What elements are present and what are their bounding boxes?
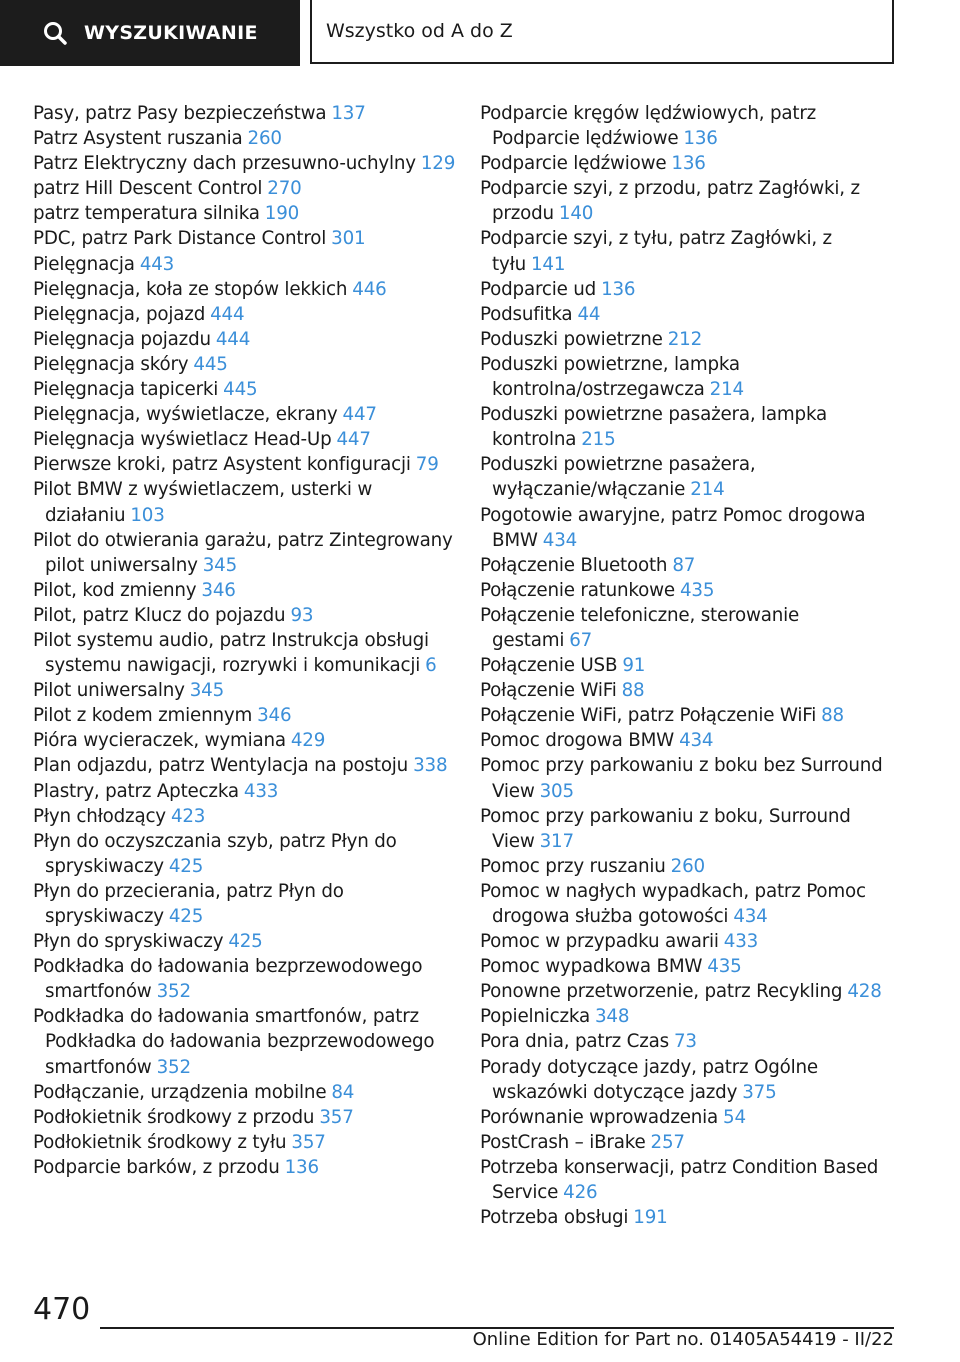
index-entry-text: Pilot, kod zmienny bbox=[33, 579, 197, 601]
page-link[interactable]: 212 bbox=[667, 328, 703, 350]
index-entry-text: patrz temperatura silnika bbox=[33, 203, 260, 225]
index-entry bbox=[33, 954, 458, 1004]
page-link[interactable]: 435 bbox=[679, 579, 715, 601]
index-entry bbox=[33, 277, 458, 302]
index-entry-text: Podłokietnik środkowy z tyłu bbox=[33, 1131, 287, 1153]
index-entry-text: Podparcie ud bbox=[480, 278, 597, 300]
page-link[interactable]: 260 bbox=[670, 855, 705, 877]
page-link[interactable]: 317 bbox=[539, 830, 574, 852]
index-entry bbox=[480, 302, 900, 327]
page-link[interactable]: 73 bbox=[673, 1031, 697, 1053]
page-link[interactable]: 444 bbox=[215, 328, 251, 350]
index-entry-text: Ponowne przetworzenie, patrz Recykling bbox=[480, 981, 843, 1003]
index-entry bbox=[480, 1205, 900, 1230]
page-link[interactable]: 345 bbox=[189, 680, 225, 702]
index-entry-text: Pióra wycieraczek, wymiana bbox=[33, 730, 286, 752]
index-entry-text: Płyn chłodzący bbox=[33, 805, 166, 827]
index-entry bbox=[33, 929, 458, 954]
index-entry-text: Pasy, patrz Pasy bezpieczeństwa bbox=[33, 103, 327, 124]
index-entry bbox=[480, 1004, 900, 1029]
page-link[interactable]: 434 bbox=[733, 906, 768, 927]
index-column-left bbox=[33, 101, 458, 1180]
index-entry bbox=[33, 402, 458, 427]
footer-edition: Online Edition for Part no. 01405A54419 - II/22 bbox=[472, 1329, 894, 1350]
index-entry-text: Pielęgnacja pojazdu bbox=[33, 328, 211, 350]
page-link[interactable]: 191 bbox=[633, 1207, 668, 1229]
index-entry bbox=[480, 804, 900, 854]
index-entry bbox=[33, 1105, 458, 1130]
index-entry bbox=[33, 477, 458, 527]
index-entry bbox=[480, 954, 900, 979]
index-entry-text: Pilot do otwierania garażu, patrz Zintegrowany pilot uniwersalny bbox=[33, 529, 453, 576]
page-link[interactable]: 446 bbox=[352, 278, 387, 300]
page-link[interactable]: 87 bbox=[672, 554, 696, 576]
index-entry-text: Podłączanie, urządzenia mobilne bbox=[33, 1081, 327, 1103]
page-link[interactable]: 91 bbox=[622, 655, 646, 677]
page-link[interactable]: 270 bbox=[267, 178, 302, 200]
page-link[interactable]: 433 bbox=[243, 780, 279, 802]
page-link[interactable]: 88 bbox=[621, 680, 645, 702]
index-entry-text: Połączenie WiFi bbox=[480, 680, 617, 702]
page-link[interactable]: 141 bbox=[530, 253, 566, 275]
index-entry-text: Plan odjazdu, patrz Wentylacja na postoju bbox=[33, 755, 409, 777]
index-entry bbox=[33, 252, 458, 277]
index-entry-text: Płyn do spryskiwaczy bbox=[33, 931, 224, 953]
index-entry bbox=[480, 277, 900, 302]
index-entry bbox=[33, 377, 458, 402]
index-entry bbox=[33, 628, 458, 678]
index-entry bbox=[33, 226, 458, 251]
page-link[interactable]: 260 bbox=[247, 128, 282, 150]
index-entry bbox=[480, 402, 900, 452]
page-link[interactable]: 352 bbox=[156, 1056, 191, 1078]
index-entry bbox=[480, 929, 900, 954]
index-entry-text: Połączenie WiFi, patrz Połączenie WiFi bbox=[480, 705, 817, 727]
index-entry bbox=[33, 829, 458, 879]
index-entry bbox=[33, 302, 458, 327]
index-entry-text: Pomoc przy ruszaniu bbox=[480, 855, 666, 877]
index-entry bbox=[480, 753, 900, 803]
page-link[interactable]: 136 bbox=[601, 278, 636, 300]
index-entry bbox=[33, 151, 458, 176]
index-entry bbox=[33, 879, 458, 929]
index-entry bbox=[480, 703, 900, 728]
index-entry-text: PDC, patrz Park Distance Control bbox=[33, 228, 327, 250]
index-entry bbox=[480, 176, 900, 226]
index-entry bbox=[480, 1155, 900, 1205]
index-entry bbox=[33, 779, 458, 804]
index-entry-text: Pielęgnacja, pojazd bbox=[33, 303, 206, 325]
index-entry bbox=[33, 603, 458, 628]
index-entry-text: Pomoc drogowa BMW bbox=[480, 730, 675, 752]
index-entry bbox=[33, 352, 458, 377]
page-link[interactable]: 433 bbox=[723, 931, 759, 953]
index-entry bbox=[480, 979, 900, 1004]
page-link[interactable]: 352 bbox=[156, 981, 191, 1003]
search-tab-label: WYSZUKIWANIE bbox=[84, 22, 258, 44]
index-entry-text: Podkładka do ładowania bezprzewodowego smartfonów bbox=[33, 956, 423, 1003]
page-link[interactable]: 348 bbox=[594, 1006, 630, 1028]
index-entry-text: Porównanie wprowadzenia bbox=[480, 1106, 719, 1128]
index-entry bbox=[33, 804, 458, 829]
index-entry-text: Pielęgnacja bbox=[33, 253, 135, 275]
index-entry bbox=[480, 578, 900, 603]
index-entry-text: Pilot systemu audio, patrz Instrukcja obsługi systemu nawigacji, rozrywki i komunikacji bbox=[33, 629, 429, 677]
page-link[interactable]: 346 bbox=[257, 705, 292, 727]
index-entry-text: Pilot BMW z wyświetlaczem, usterki w działaniu bbox=[33, 479, 373, 526]
index-entry bbox=[33, 1004, 458, 1079]
index-entry-text: Połączenie USB bbox=[480, 655, 618, 677]
index-entry-text: Porady dotyczące jazdy, patrz Ogólne wskazówki dotyczące jazdy bbox=[480, 1056, 818, 1103]
page-link[interactable]: 79 bbox=[415, 454, 439, 476]
page-link[interactable]: 6 bbox=[425, 655, 437, 677]
page-link[interactable]: 215 bbox=[581, 429, 616, 451]
index-entry-text: Płyn do oczyszczania szyb, patrz Płyn do spryskiwaczy bbox=[33, 830, 397, 877]
page-link[interactable]: 129 bbox=[420, 153, 456, 175]
index-entry-text: Połączenie Bluetooth bbox=[480, 554, 668, 576]
index-entry bbox=[33, 176, 458, 201]
page-link[interactable]: 136 bbox=[671, 153, 706, 175]
index-entry bbox=[33, 1155, 458, 1180]
top-navigation bbox=[0, 0, 960, 66]
search-icon bbox=[42, 20, 68, 46]
page-link[interactable]: 84 bbox=[331, 1081, 355, 1103]
index-entry bbox=[33, 1130, 458, 1155]
page-link[interactable]: 423 bbox=[170, 805, 206, 827]
index-entry bbox=[480, 226, 900, 276]
page-link[interactable]: 429 bbox=[290, 730, 326, 752]
index-entry bbox=[480, 101, 900, 151]
index-entry-text: Pomoc przy parkowaniu z boku, Surround View bbox=[480, 805, 851, 852]
index-entry-text: Patrz Elektryczny dach przesuwno-uchylny bbox=[33, 153, 416, 175]
index-entry bbox=[480, 503, 900, 553]
index-entry bbox=[33, 126, 458, 151]
index-entry bbox=[33, 753, 458, 778]
index-entry bbox=[33, 201, 458, 226]
page-link[interactable]: 447 bbox=[336, 429, 371, 451]
page-link[interactable]: 136 bbox=[284, 1156, 319, 1178]
search-tab[interactable] bbox=[0, 0, 300, 66]
index-entry bbox=[33, 703, 458, 728]
index-entry-text: Poduszki powietrzne pasażera, wyłączanie/włączanie bbox=[480, 454, 756, 501]
index-entry-text: Pielęgnacja skóry bbox=[33, 353, 189, 375]
index-entry-text: Poduszki powietrzne pasażera, lampka kontrolna bbox=[480, 404, 828, 451]
index-entry-text: Podparcie szyi, z przodu, patrz Zagłówki, z przodu bbox=[480, 178, 860, 225]
index-entry bbox=[33, 728, 458, 753]
index-entry bbox=[480, 452, 900, 502]
index-entry-text: Podparcie szyi, z tyłu, patrz Zagłówki, z tyłu bbox=[480, 228, 832, 275]
page-link[interactable]: 88 bbox=[821, 705, 844, 727]
breadcrumb[interactable]: Wszystko od A do Z bbox=[310, 0, 894, 64]
index-entry bbox=[33, 427, 458, 452]
index-entry bbox=[480, 1105, 900, 1130]
index-entry bbox=[33, 528, 458, 578]
index-entry bbox=[33, 578, 458, 603]
index-entry bbox=[480, 653, 900, 678]
page-link[interactable]: 67 bbox=[569, 629, 593, 651]
page-link[interactable]: 103 bbox=[130, 504, 165, 526]
index-entry-text: PostCrash – iBrake bbox=[480, 1131, 646, 1153]
index-entry-text: Pielęgnacja wyświetlacz Head-Up bbox=[33, 429, 332, 451]
page-link[interactable]: 305 bbox=[539, 780, 574, 802]
index-entry bbox=[480, 879, 900, 929]
page-link[interactable]: 425 bbox=[168, 906, 204, 927]
page-link[interactable]: 214 bbox=[690, 479, 725, 501]
page-link[interactable]: 44 bbox=[577, 303, 601, 325]
index-entry-text: Popielniczka bbox=[480, 1006, 590, 1028]
index-entry bbox=[480, 151, 900, 176]
index-entry bbox=[33, 452, 458, 477]
page-link[interactable]: 434 bbox=[542, 529, 578, 551]
index-entry-text: Pomoc przy parkowaniu z boku bez Surround View bbox=[480, 755, 883, 802]
index-entry bbox=[480, 553, 900, 578]
page-number: 470 bbox=[33, 1292, 91, 1327]
index-entry bbox=[480, 854, 900, 879]
page-link[interactable]: 357 bbox=[319, 1106, 354, 1128]
page-link[interactable]: 136 bbox=[683, 128, 718, 150]
index-entry bbox=[480, 1130, 900, 1155]
index-entry-text: Pielęgnacja, koła ze stopów lekkich bbox=[33, 278, 348, 300]
index-column-right bbox=[480, 101, 900, 1230]
index-entry-text: Podparcie barków, z przodu bbox=[33, 1156, 280, 1178]
index-entry-text: Pilot uniwersalny bbox=[33, 680, 185, 702]
page-link[interactable]: 425 bbox=[168, 855, 204, 877]
index-entry-text: patrz Hill Descent Control bbox=[33, 178, 263, 200]
page-link[interactable]: 375 bbox=[742, 1081, 777, 1103]
index-entry bbox=[33, 1080, 458, 1105]
index-entry-text: Pomoc w przypadku awarii bbox=[480, 931, 719, 953]
page-link[interactable]: 257 bbox=[650, 1131, 685, 1153]
index-entry-text: Poduszki powietrzne bbox=[480, 328, 663, 350]
index-entry-text: Potrzeba obsługi bbox=[480, 1207, 629, 1229]
page-link[interactable]: 357 bbox=[291, 1131, 326, 1153]
page-link[interactable]: 445 bbox=[193, 353, 228, 375]
page-link[interactable]: 346 bbox=[201, 579, 236, 601]
page-link[interactable]: 447 bbox=[342, 404, 377, 426]
page-link[interactable]: 425 bbox=[228, 931, 263, 953]
page-link[interactable]: 137 bbox=[331, 103, 366, 124]
page-link[interactable]: 338 bbox=[413, 755, 448, 777]
index-entry bbox=[480, 352, 900, 402]
index-entry-text: Pilot z kodem zmiennym bbox=[33, 705, 253, 727]
page-link[interactable]: 345 bbox=[202, 554, 238, 576]
index-entry bbox=[33, 101, 458, 126]
index-entry bbox=[480, 728, 900, 753]
index-entry-text: Podparcie kręgów lędźwiowych, patrz Podparcie lędźwiowe bbox=[480, 103, 817, 150]
page-link[interactable]: 445 bbox=[223, 379, 258, 401]
index-entry bbox=[480, 678, 900, 703]
index-entry-text: Pora dnia, patrz Czas bbox=[480, 1031, 669, 1053]
index-entry-text: Pielęgnacja tapicerki bbox=[33, 379, 219, 401]
index-entry bbox=[480, 1029, 900, 1054]
index-entry-text: Pomoc w nagłych wypadkach, patrz Pomoc drogowa służba gotowości bbox=[480, 880, 866, 927]
index-entry bbox=[33, 327, 458, 352]
index-entry bbox=[480, 327, 900, 352]
index-entry-text: Potrzeba konserwacji, patrz Condition Based Service bbox=[480, 1156, 879, 1204]
index-entry bbox=[33, 678, 458, 703]
index-entry-text: Pomoc wypadkowa BMW bbox=[480, 956, 703, 978]
index-entry bbox=[480, 1055, 900, 1105]
index-entry-text: Podsufitka bbox=[480, 303, 573, 325]
index-entry-text: Poduszki powietrzne, lampka kontrolna/ostrzegawcza bbox=[480, 353, 740, 401]
index-entry-text: Podkładka do ładowania smartfonów, patrz Podkładka do ładowania bezprzewodowego smartfonów bbox=[33, 1006, 435, 1078]
index-entry-text: Płyn do przecierania, patrz Płyn do spryskiwaczy bbox=[33, 880, 344, 927]
index-entry-text: Połączenie telefoniczne, sterowanie gestami bbox=[480, 604, 800, 651]
page-link[interactable]: 93 bbox=[290, 604, 314, 626]
index-entry-text: Plastry, patrz Apteczka bbox=[33, 780, 239, 802]
page-link[interactable]: 301 bbox=[331, 228, 366, 250]
index-entry-text: Pielęgnacja, wyświetlacze, ekrany bbox=[33, 404, 338, 426]
index-entry-text: Pierwsze kroki, patrz Asystent konfiguracji bbox=[33, 454, 411, 476]
index-entry-text: Pogotowie awaryjne, patrz Pomoc drogowa BMW bbox=[480, 504, 866, 551]
index-entry bbox=[480, 603, 900, 653]
index-entry-text: Podłokietnik środkowy z przodu bbox=[33, 1106, 315, 1128]
page-link[interactable]: 443 bbox=[139, 253, 175, 275]
page-link[interactable]: 140 bbox=[558, 203, 594, 225]
page-link[interactable]: 444 bbox=[210, 303, 245, 325]
index-entry-text: Pilot, patrz Klucz do pojazdu bbox=[33, 604, 286, 626]
index-entry-text: Patrz Asystent ruszania bbox=[33, 128, 243, 150]
page-link[interactable]: 426 bbox=[563, 1182, 598, 1204]
page-link[interactable]: 428 bbox=[847, 981, 882, 1003]
index-entry-text: Podparcie lędźwiowe bbox=[480, 153, 667, 175]
page-link[interactable]: 190 bbox=[264, 203, 300, 225]
index-entry-text: Połączenie ratunkowe bbox=[480, 579, 675, 601]
page-link[interactable]: 214 bbox=[709, 379, 744, 401]
page-link[interactable]: 434 bbox=[679, 730, 714, 752]
page-link[interactable]: 435 bbox=[707, 956, 742, 978]
page-link[interactable]: 54 bbox=[723, 1106, 746, 1128]
